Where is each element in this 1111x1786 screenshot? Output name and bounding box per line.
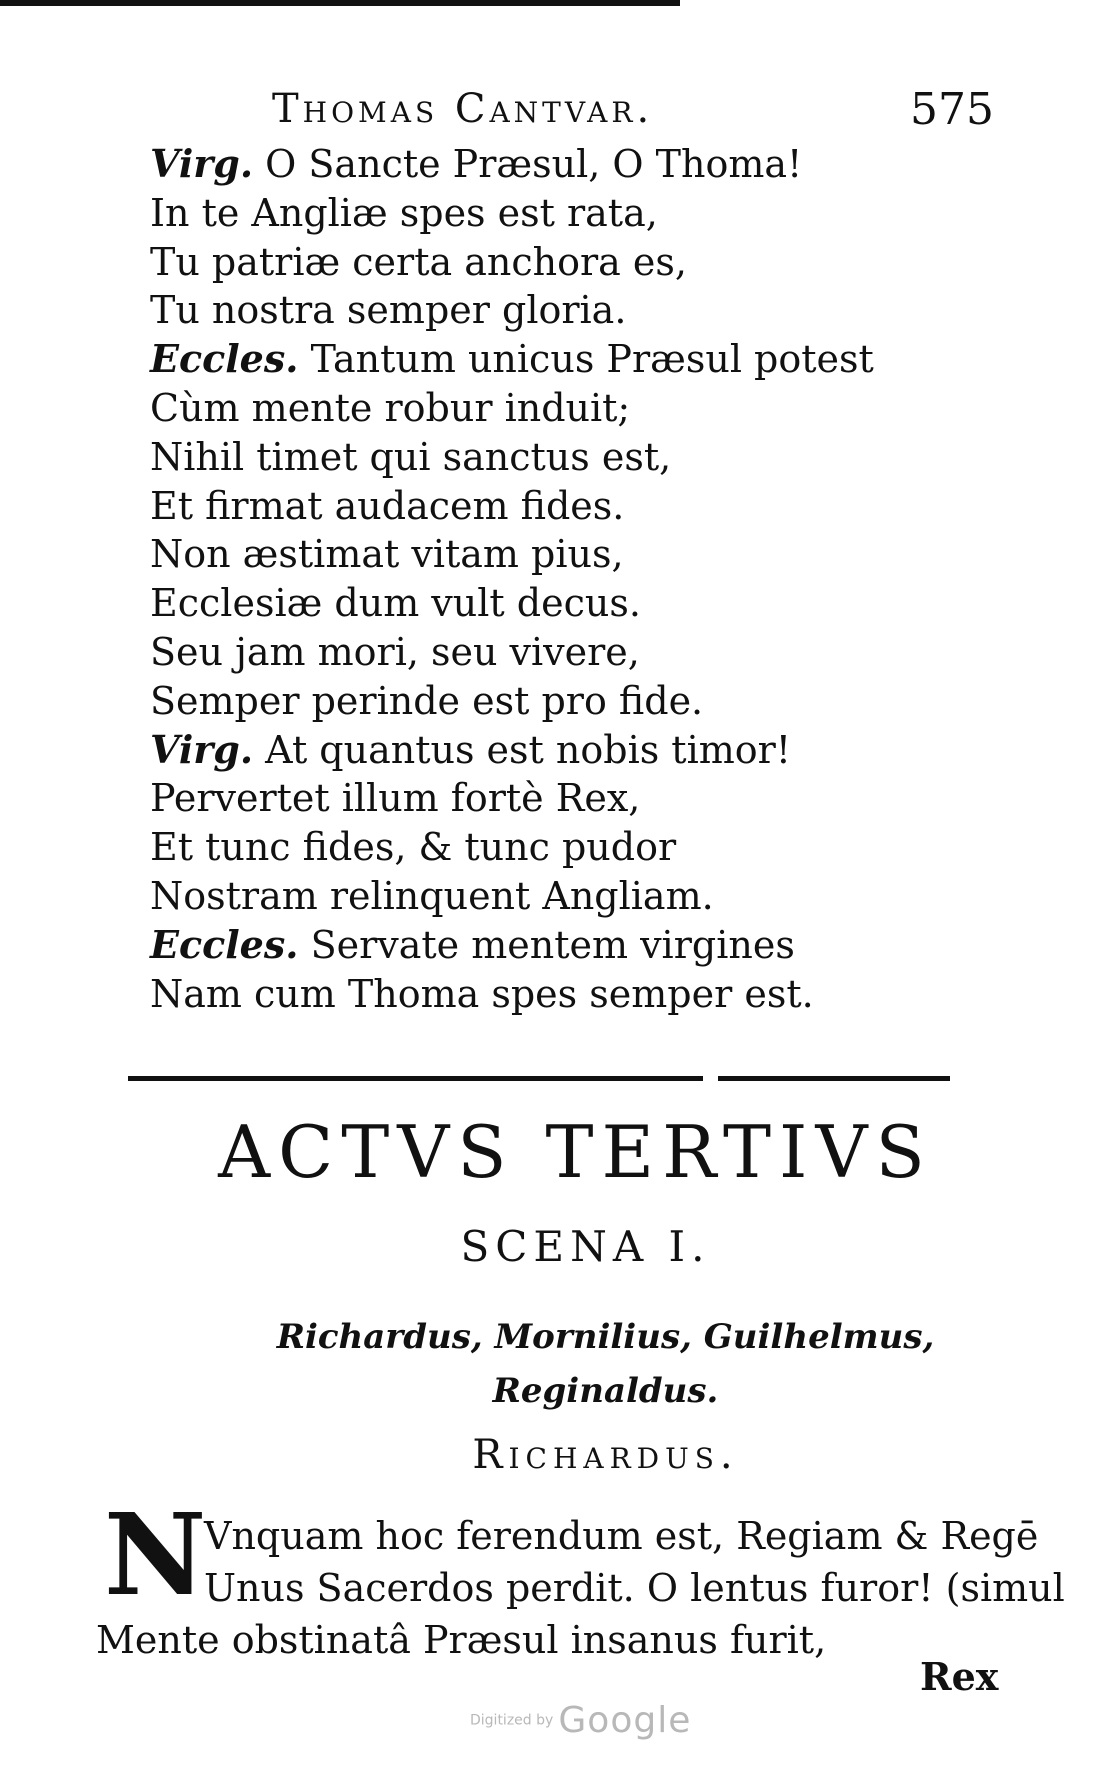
verse-text: At quantus est nobis timor! (265, 727, 792, 772)
verse-text: Et firmat audacem fides. (150, 483, 625, 528)
verse-text: Nihil timet qui sanctus est, (150, 434, 672, 479)
digitization-watermark (470, 1700, 691, 1741)
speaker-heading: Richardus. (472, 1432, 739, 1478)
section-divider-right (718, 1076, 950, 1081)
verse-text: Nostram relinquent Angliam. (150, 873, 714, 918)
persons-line: Richardus, Mornilius, Guilhelmus, (276, 1317, 935, 1357)
speech-line: Unus Sacerdos perdit. O lentus furor! (simul (204, 1566, 1065, 1610)
speaker-label: Virg. (150, 141, 254, 186)
verse-line (150, 726, 874, 775)
verse-text: Cùm mente robur induit; (150, 385, 631, 430)
verse-line (150, 433, 874, 482)
verse-text: Et tunc fides, & tunc pudor (150, 825, 677, 870)
page-number: 575 (910, 84, 994, 135)
verse-line (150, 482, 874, 531)
verse-line (150, 286, 874, 335)
top-rule (0, 0, 680, 6)
speech-line: Mente obstinatâ Præsul insanus furit, (96, 1618, 827, 1662)
verse-text: Tu patriæ certa anchora es, (150, 239, 687, 284)
running-head: Thomas Cantvar. (272, 86, 654, 132)
opening-speech (96, 1510, 1065, 1666)
verse-line (150, 335, 874, 384)
act-title: ACTVS TERTIVS (218, 1110, 933, 1194)
speaker-label: Eccles. (150, 921, 299, 967)
verse-text: Pervertet illum fortè Rex, (150, 776, 641, 821)
verse-line (150, 384, 874, 433)
verse-line (150, 530, 874, 579)
section-divider-left (128, 1076, 703, 1081)
watermark-prefix: Digitized by (470, 1712, 554, 1729)
dramatis-personae (0, 1310, 1111, 1418)
speaker-label: Virg. (150, 726, 254, 772)
speaker-label: Eccles. (150, 336, 299, 382)
speech-line: Vnquam hoc ferendum est, Regiam & Regē (204, 1514, 1039, 1558)
verse-line (150, 189, 874, 238)
verse-block (150, 140, 874, 1018)
verse-text: Seu jam mori, seu vivere, (150, 629, 640, 674)
verse-line (150, 140, 874, 189)
watermark-logo: Google (558, 1700, 692, 1741)
verse-text: Nam cum Thoma spes semper est. (150, 971, 814, 1016)
drop-cap: N (104, 1490, 207, 1621)
verse-line (150, 872, 874, 921)
verse-line (150, 970, 874, 1019)
verse-line (150, 677, 874, 726)
verse-line (150, 238, 874, 287)
verse-line (150, 774, 874, 823)
verse-text: Servate mentem virgines (310, 922, 795, 967)
verse-line (150, 823, 874, 872)
verse-text: Tantum unicus Præsul potest (310, 337, 874, 382)
persons-line: Reginaldus. (492, 1371, 719, 1411)
scene-title: SCENA I. (460, 1222, 711, 1271)
verse-text: In te Angliæ spes est rata, (150, 190, 658, 235)
verse-text: O Sancte Præsul, O Thoma! (265, 142, 803, 186)
verse-text: Non æstimat vitam pius, (150, 532, 624, 577)
verse-text: Tu nostra semper gloria. (150, 288, 627, 333)
verse-line (150, 921, 874, 970)
catchword: Rex (920, 1654, 999, 1699)
verse-line (150, 579, 874, 628)
verse-text: Ecclesiæ dum vult decus. (150, 581, 641, 626)
verse-text: Semper perinde est pro fide. (150, 678, 704, 723)
verse-line (150, 628, 874, 677)
